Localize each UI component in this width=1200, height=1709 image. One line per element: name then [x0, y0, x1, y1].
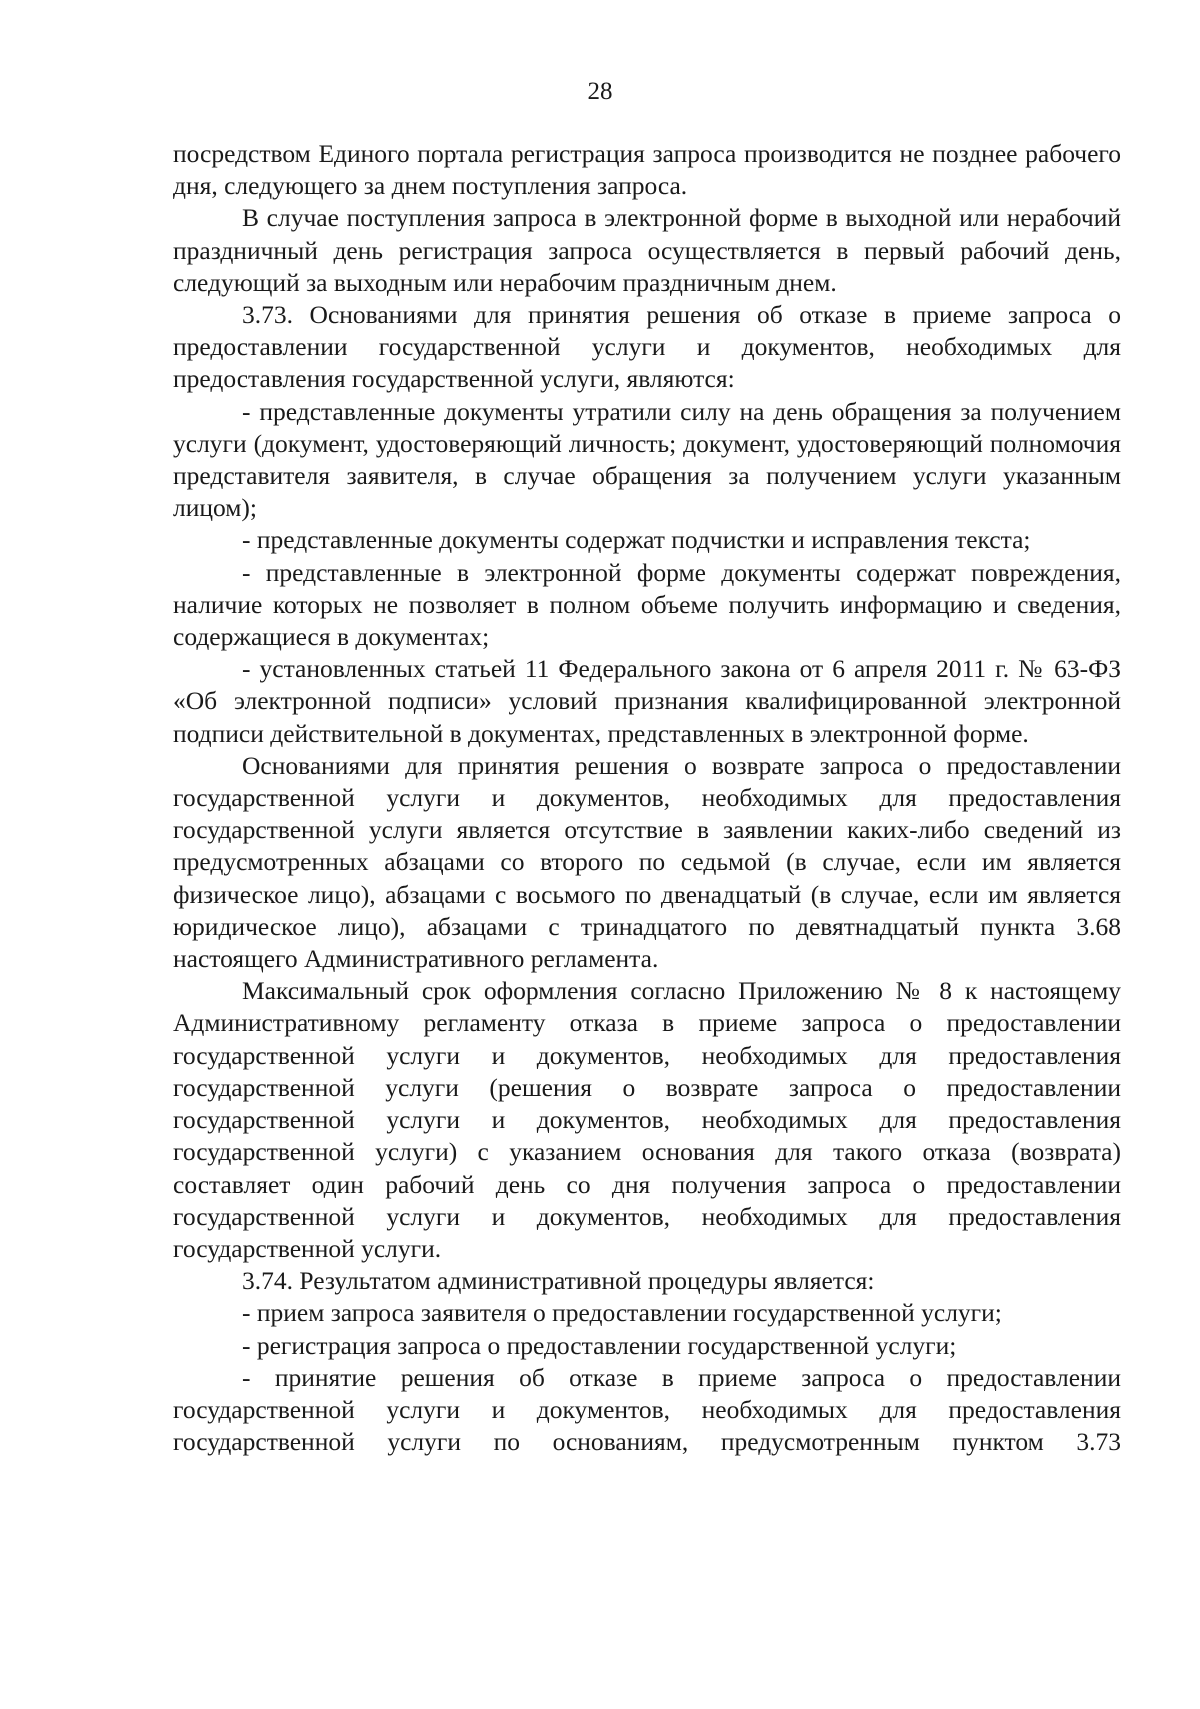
- list-item-refusal-decision: - принятие решения об отказе в приеме запроса о предоставлении государственной услуги и документов, необходимых для предоставления государственной услуги по основаниям, предусмотренным пунктом 3.73: [173, 1362, 1121, 1457]
- paragraph-return-grounds: Основаниями для принятия решения о возврате запроса о предоставлении государственной услуги и документов, необходимых для предоставления государственной услуги является отсутствие в заявлении каких-либо сведений из предусмотренных абзацами со второго по седьмой (в случае, если им является физическое лицо), абзацами с восьмого по двенадцатый (в случае, если им является юридическое лицо), абзацами с тринадцатого по девятнадцатый пункта 3.68 настоящего Административного регламента.: [173, 750, 1121, 974]
- paragraph-registration-portal: посредством Единого портала регистрация запроса производится не позднее рабочего дня, следующего за днем поступления запроса.: [173, 139, 1121, 201]
- list-item-expired-documents: - представленные документы утратили силу на день обращения за получением услуги (документ, удостоверяющий личность; документ, удостоверяющий полномочия представителя заявителя, в случае обращения за получением услуги указанным лицом);: [173, 396, 1121, 523]
- list-item-corrections: - представленные документы содержат подчистки и исправления текста;: [242, 525, 1031, 555]
- list-item-electronic-signature: - установленных статьей 11 Федерального закона от 6 апреля 2011 г. № 63-ФЗ «Об электронной подписи» условий признания квалифицированной электронной подписи действительной в документах, представленных в электронной форме.: [173, 654, 1121, 748]
- paragraph-max-term: Максимальный срок оформления согласно Приложению № 8 к настоящему Административному регламенту отказа в приеме запроса о предоставлении государственной услуги и документов, необходимых для предоставления государственной услуги (решения о возврате запроса о предоставлении государственной услуги и документов, необходимых для предоставления государственной услуги) с указанием основания для такого отказа (возврата) составляет один рабочий день со дня получения запроса о предоставлении государственной услуги и документов, необходимых для предоставления государственной услуги.: [173, 976, 1121, 1263]
- paragraph-3-74-result: 3.74. Результатом административной процедуры является:: [242, 1266, 875, 1296]
- list-item-request-registration: - регистрация запроса о предоставлении государственной услуги;: [242, 1330, 957, 1360]
- paragraph-nonworking-day: В случае поступления запроса в электронной форме в выходной или нерабочий праздничный день регистрация запроса осуществляется в первый рабочий день, следующий за выходным или нерабочим праздничным днем.: [173, 203, 1121, 297]
- document-body: [173, 138, 1121, 1458]
- list-item-request-reception: - прием запроса заявителя о предоставлении государственной услуги;: [242, 1298, 1002, 1328]
- list-item-damaged-electronic: - представленные в электронной форме документы содержат повреждения, наличие которых не позволяет в полном объеме получить информацию и сведения, содержащиеся в документах;: [173, 557, 1121, 652]
- paragraph-3-73-refusal-grounds: 3.73. Основаниями для принятия решения об отказе в приеме запроса о предоставлении государственной услуги и документов, необходимых для предоставления государственной услуги, являются:: [173, 300, 1121, 394]
- page-number: 28: [587, 78, 613, 105]
